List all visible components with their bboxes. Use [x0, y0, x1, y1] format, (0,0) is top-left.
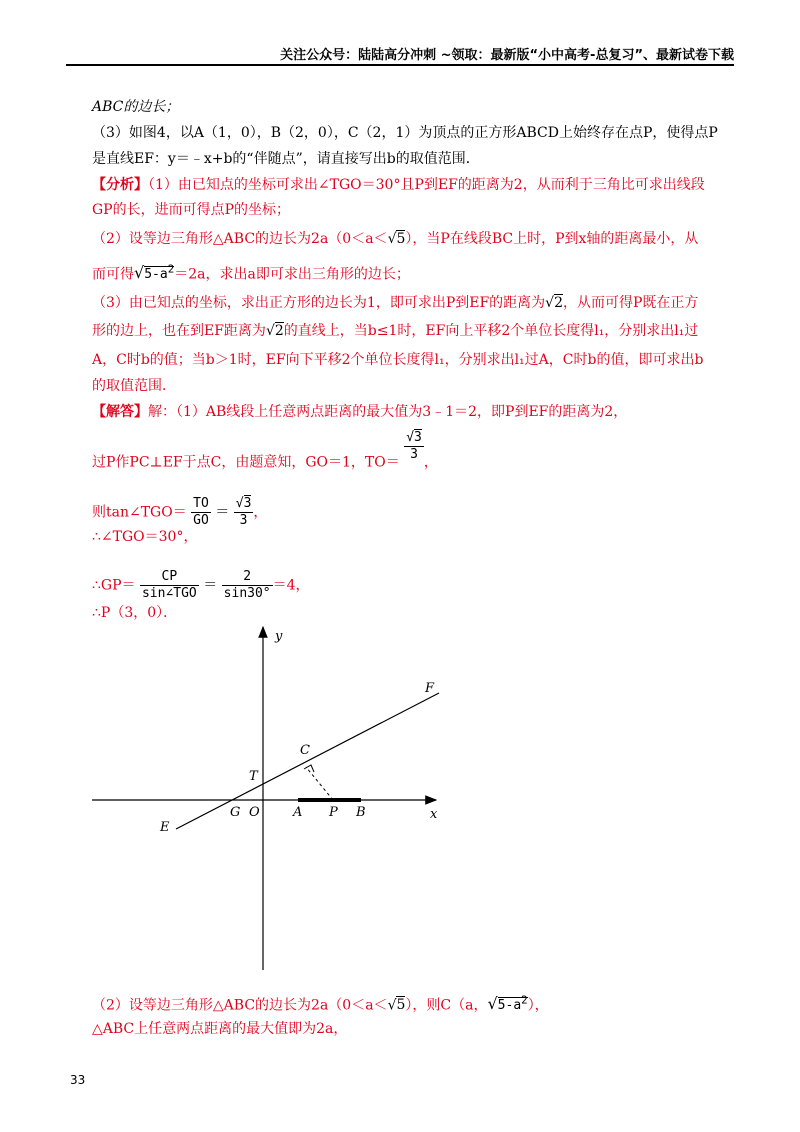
solution-line: ∴∠TGO＝30°，	[92, 529, 198, 545]
solution-line: ∴P（3，0）．	[92, 605, 178, 621]
page-header: 关注公众号：陆陆高分冲刺 ~领取：最新版“小中高考-总复习”、最新试卷下载	[66, 44, 734, 66]
solution-line: 【解答】解：（1）AB线段上任意两点距离的最大值为3﹣1＝2，即P到EF的距离为2，	[92, 404, 628, 420]
label-g: G	[230, 805, 241, 820]
page-number: 33	[70, 1073, 86, 1087]
solution-line: ∴GP＝ $\frac{CP}{\text{sin∠TGO}}$ ＝ $\frac{2}{\sin 30^\circ}$ ＝4，	[92, 569, 310, 601]
solution-line: △ABC上任意两点距离的最大值即为2a，	[92, 1021, 348, 1037]
analysis-line: 的取值范围．	[92, 378, 176, 394]
analysis-line: GP的长，进而可得点P的坐标；	[92, 202, 291, 218]
label-e: E	[160, 820, 170, 835]
solution-line: 则tan∠TGO＝ $\frac{TO}{GO}$ ＝ $\frac{√3}{3}$ ，	[92, 496, 268, 528]
analysis-line: 而可得$√5-a^2=2a$，求出a即可求出三角形的边长；	[92, 263, 410, 283]
label-a: A	[293, 805, 303, 820]
analysis-line: （2）设等边三角形△ABC的边长为2a（0＜a＜√5），当P在线段BC上时，P到x轴的距离最小，从	[92, 231, 699, 247]
label-o: O	[249, 805, 260, 820]
label-b: B	[356, 805, 366, 820]
analysis-line: 【分析】（1）由已知点的坐标可求出∠TGO＝30°且P到EF的距离为2，从而利于三角比可求出线段	[92, 177, 705, 193]
solution-line: 过P作PC⊥EF于点C，由题意知，GO＝1，TO＝ $\frac{√3}{3}$ ，	[92, 430, 438, 471]
text-line: ABC的边长；	[92, 99, 180, 115]
solution-line: （2）设等边三角形△ABC的边长为2a（0＜a＜√5），则C（a，$√5-a^2$），	[92, 994, 549, 1014]
text-line: （3）如图4，以A（1，0），B（2，0），C（2，1）为顶点的正方形ABCD上始终存在点P，使得点P	[92, 125, 718, 141]
analysis-line: （3）由已知点的坐标，求出正方形的边长为1，即可求出P到EF的距离为√2，从而可得P既在正方	[92, 295, 699, 311]
label-f: F	[425, 681, 435, 696]
label-t: T	[249, 769, 258, 784]
coordinate-figure	[80, 615, 460, 980]
label-y: y	[275, 629, 283, 644]
label-p: P	[329, 805, 338, 820]
text-line: 是直线EF：y＝﹣x+b的“伴随点”，请直接写出b的取值范围．	[92, 151, 480, 167]
analysis-line: A，C时b的值；当b＞1时，EF向下平移2个单位长度得l₁，分别求出l₁过A，C时b的值，即可求出b	[92, 352, 704, 368]
line-ef	[176, 693, 439, 829]
label-x: x	[430, 807, 438, 822]
label-c: C	[300, 743, 310, 758]
analysis-line: 形的边上，也在到EF距离为√2的直线上，当b≤1时，EF向上平移2个单位长度得l₁，分别求出l₁过	[92, 323, 699, 339]
perpendicular-pc	[306, 767, 333, 800]
